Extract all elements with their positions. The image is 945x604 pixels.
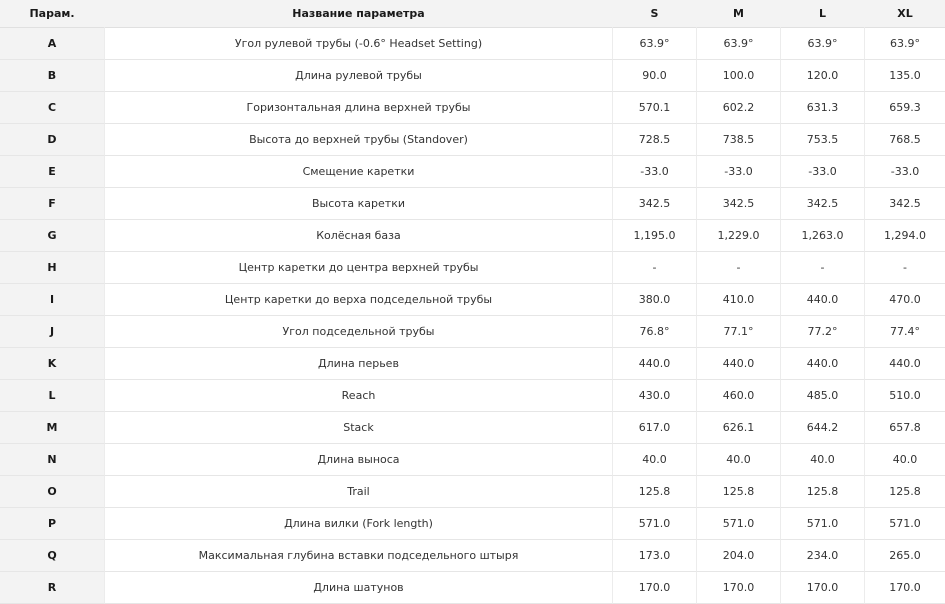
table-row (0, 92, 945, 124)
param-name: Длина шатунов (104, 572, 612, 604)
table-row (0, 252, 945, 284)
param-code: D (0, 124, 104, 156)
param-name: Высота до верхней трубы (Standover) (104, 124, 612, 156)
value-l: 170.0 (780, 572, 864, 604)
header-param: Парам. (0, 0, 104, 28)
param-name: Stack (104, 412, 612, 444)
header-size-m: M (696, 0, 780, 28)
param-code: K (0, 348, 104, 380)
header-size-xl: XL (864, 0, 945, 28)
table-row (0, 348, 945, 380)
value-m: 410.0 (696, 284, 780, 316)
value-l: 1,263.0 (780, 220, 864, 252)
value-m: - (696, 252, 780, 284)
table-row (0, 380, 945, 412)
param-name: Длина выноса (104, 444, 612, 476)
table-row (0, 156, 945, 188)
param-name: Длина рулевой трубы (104, 60, 612, 92)
table-row (0, 540, 945, 572)
value-xl: - (864, 252, 945, 284)
value-xl: 571.0 (864, 508, 945, 540)
value-l: 440.0 (780, 284, 864, 316)
value-s: 617.0 (612, 412, 696, 444)
value-s: 170.0 (612, 572, 696, 604)
param-code: J (0, 316, 104, 348)
value-xl: 657.8 (864, 412, 945, 444)
param-name: Максимальная глубина вставки подседельного штыря (104, 540, 612, 572)
value-s: 90.0 (612, 60, 696, 92)
value-m: -33.0 (696, 156, 780, 188)
param-name: Trail (104, 476, 612, 508)
header-size-l: L (780, 0, 864, 28)
value-m: 738.5 (696, 124, 780, 156)
table-row (0, 316, 945, 348)
value-xl: 342.5 (864, 188, 945, 220)
value-xl: 659.3 (864, 92, 945, 124)
param-name: Центр каретки до верха подседельной трубы (104, 284, 612, 316)
param-name: Высота каретки (104, 188, 612, 220)
value-s: -33.0 (612, 156, 696, 188)
table-body (0, 28, 945, 604)
value-m: 342.5 (696, 188, 780, 220)
value-s: 173.0 (612, 540, 696, 572)
value-m: 100.0 (696, 60, 780, 92)
value-l: 63.9° (780, 28, 864, 60)
param-code: A (0, 28, 104, 60)
value-xl: 1,294.0 (864, 220, 945, 252)
table-header (0, 0, 945, 28)
param-code: C (0, 92, 104, 124)
value-xl: 265.0 (864, 540, 945, 572)
value-s: 571.0 (612, 508, 696, 540)
param-code: G (0, 220, 104, 252)
value-m: 170.0 (696, 572, 780, 604)
value-m: 63.9° (696, 28, 780, 60)
value-s: 380.0 (612, 284, 696, 316)
param-code: I (0, 284, 104, 316)
value-xl: -33.0 (864, 156, 945, 188)
value-s: - (612, 252, 696, 284)
value-l: 485.0 (780, 380, 864, 412)
param-code: N (0, 444, 104, 476)
value-m: 125.8 (696, 476, 780, 508)
table-row (0, 220, 945, 252)
param-code: E (0, 156, 104, 188)
param-name: Угол рулевой трубы (-0.6° Headset Setting) (104, 28, 612, 60)
value-l: 753.5 (780, 124, 864, 156)
value-m: 602.2 (696, 92, 780, 124)
value-xl: 77.4° (864, 316, 945, 348)
value-m: 204.0 (696, 540, 780, 572)
value-l: -33.0 (780, 156, 864, 188)
value-xl: 768.5 (864, 124, 945, 156)
value-xl: 40.0 (864, 444, 945, 476)
param-name: Колёсная база (104, 220, 612, 252)
table-row (0, 508, 945, 540)
param-code: O (0, 476, 104, 508)
param-name: Угол подседельной трубы (104, 316, 612, 348)
value-xl: 63.9° (864, 28, 945, 60)
value-m: 460.0 (696, 380, 780, 412)
value-l: 631.3 (780, 92, 864, 124)
value-l: 342.5 (780, 188, 864, 220)
value-l: 644.2 (780, 412, 864, 444)
param-name: Горизонтальная длина верхней трубы (104, 92, 612, 124)
value-m: 1,229.0 (696, 220, 780, 252)
value-s: 63.9° (612, 28, 696, 60)
param-code: L (0, 380, 104, 412)
value-l: 571.0 (780, 508, 864, 540)
table-row (0, 28, 945, 60)
value-l: 40.0 (780, 444, 864, 476)
param-code: H (0, 252, 104, 284)
value-xl: 510.0 (864, 380, 945, 412)
param-code: P (0, 508, 104, 540)
param-name: Reach (104, 380, 612, 412)
value-s: 125.8 (612, 476, 696, 508)
table-row (0, 188, 945, 220)
table-row (0, 412, 945, 444)
value-l: 120.0 (780, 60, 864, 92)
header-row (0, 0, 945, 28)
header-size-s: S (612, 0, 696, 28)
value-l: 77.2° (780, 316, 864, 348)
table-row (0, 476, 945, 508)
value-s: 440.0 (612, 348, 696, 380)
param-code: M (0, 412, 104, 444)
value-xl: 470.0 (864, 284, 945, 316)
param-name: Длина вилки (Fork length) (104, 508, 612, 540)
param-code: B (0, 60, 104, 92)
table-row (0, 284, 945, 316)
value-m: 40.0 (696, 444, 780, 476)
value-s: 342.5 (612, 188, 696, 220)
value-m: 571.0 (696, 508, 780, 540)
value-xl: 125.8 (864, 476, 945, 508)
value-xl: 135.0 (864, 60, 945, 92)
table-row (0, 60, 945, 92)
value-xl: 170.0 (864, 572, 945, 604)
value-l: 234.0 (780, 540, 864, 572)
param-name: Центр каретки до центра верхней трубы (104, 252, 612, 284)
value-s: 40.0 (612, 444, 696, 476)
value-xl: 440.0 (864, 348, 945, 380)
value-l: 125.8 (780, 476, 864, 508)
value-s: 1,195.0 (612, 220, 696, 252)
value-m: 626.1 (696, 412, 780, 444)
value-s: 570.1 (612, 92, 696, 124)
header-name: Название параметра (104, 0, 612, 28)
param-code: Q (0, 540, 104, 572)
value-l: 440.0 (780, 348, 864, 380)
table-row (0, 124, 945, 156)
table-row (0, 444, 945, 476)
param-code: F (0, 188, 104, 220)
value-s: 728.5 (612, 124, 696, 156)
value-m: 77.1° (696, 316, 780, 348)
value-s: 430.0 (612, 380, 696, 412)
value-s: 76.8° (612, 316, 696, 348)
value-l: - (780, 252, 864, 284)
param-code: R (0, 572, 104, 604)
param-name: Длина перьев (104, 348, 612, 380)
param-name: Смещение каретки (104, 156, 612, 188)
table-row (0, 572, 945, 604)
value-m: 440.0 (696, 348, 780, 380)
